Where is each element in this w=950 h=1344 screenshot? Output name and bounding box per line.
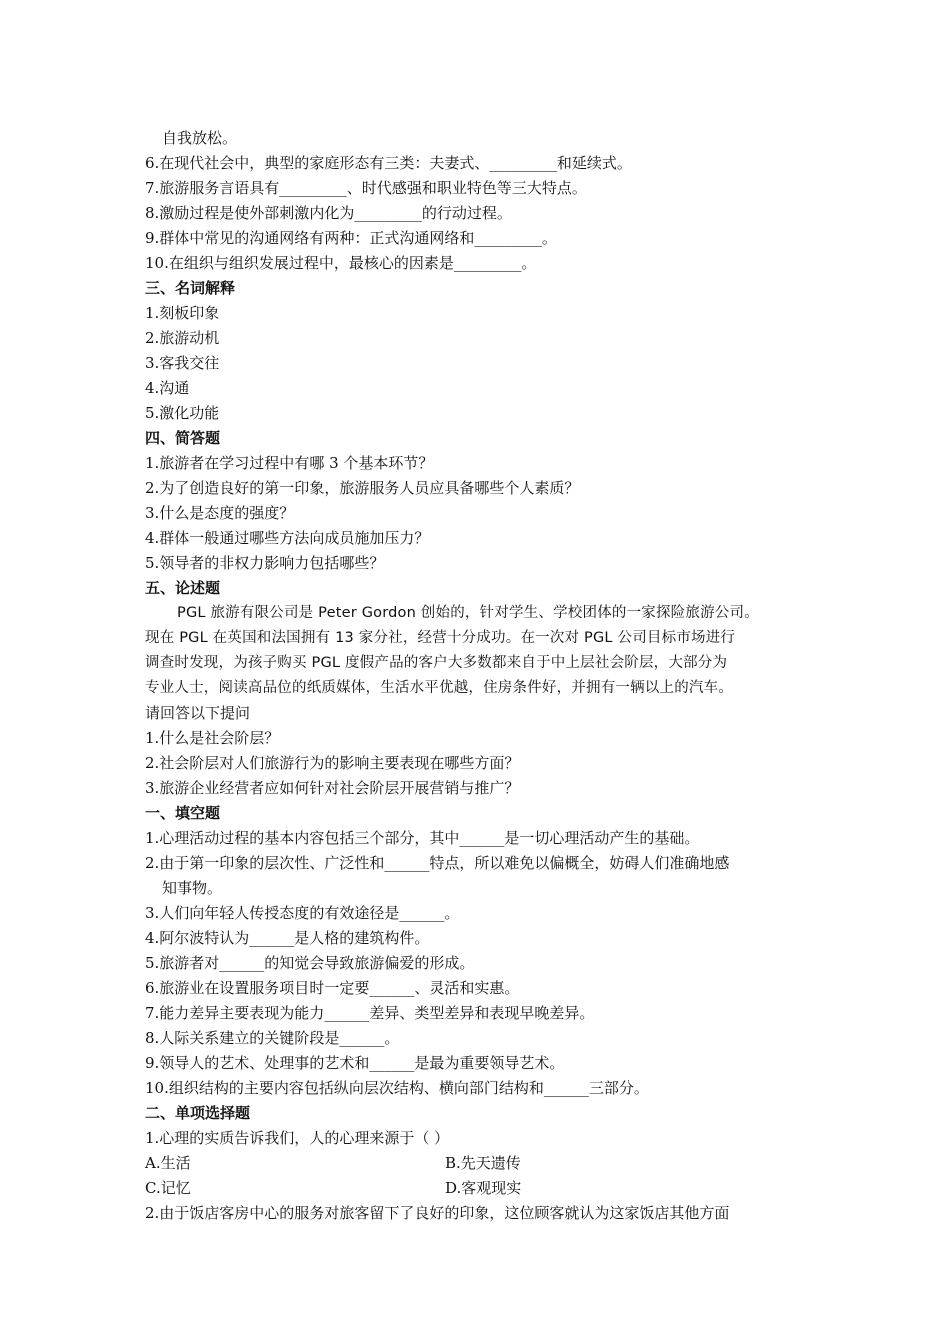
fill-blank-question-2: 2.由于第一印象的层次性、广泛性和______特点，所以难免以偏概全，妨碍人们准确地感 [145,854,730,872]
case-paragraph-line: PGL 旅游有限公司是 Peter Gordon 创始的，针对学生、学校团体的一家探险旅游公司。 [177,605,759,621]
choice-option-b: B.先天遗传 [445,1154,521,1172]
fill-blank-question-4: 4.阿尔波特认为______是人格的建筑构件。 [145,929,430,947]
case-paragraph-line: 现在 PGL 在英国和法国拥有 13 家分社，经营十分成功。在一次对 PGL 公司目标市场进行 [145,630,736,646]
essay-question-2: 2.社会阶层对人们旅游行为的影响主要表现在哪些方面？ [145,754,520,772]
case-prompt: 请回答以下提问 [145,704,251,722]
short-answer-question-2: 2.为了创造良好的第一印象，旅游服务人员应具备哪些个人素质？ [145,479,580,497]
fill-blank-question-9: 9.群体中常见的沟通网络有两种：正式沟通网络和_________。 [145,229,557,247]
term-item-5: 5.激化功能 [145,404,220,422]
term-item-4: 4.沟通 [145,379,190,397]
choice-option-d: D.客观现实 [445,1179,522,1197]
choice-option-c: C.记忆 [145,1179,191,1197]
section-heading-fill-blank: 一、填空题 [145,804,221,822]
section-heading-short-answer: 四、简答题 [145,429,221,447]
choice-option-a: A.生活 [145,1154,191,1172]
fill-blank-question-7: 7.旅游服务言语具有_________、时代感强和职业特色等三大特点。 [145,179,587,197]
term-item-2: 2.旅游动机 [145,329,220,347]
continuation-line: 自我放松。 [162,129,238,147]
term-item-1: 1.刻板印象 [145,304,220,322]
section-heading-term-explanation: 三、名词解释 [145,279,236,297]
fill-blank-question-10: 10.在组织与组织发展过程中，最核心的因素是_________。 [145,254,537,272]
fill-blank-question-9: 9.领导人的艺术、处理事的艺术和______是最为重要领导艺术。 [145,1054,565,1072]
continuation-line: 知事物。 [162,879,223,897]
short-answer-question-4: 4.群体一般通过哪些方法向成员施加压力？ [145,529,430,547]
term-item-3: 3.客我交往 [145,354,220,372]
essay-question-1: 1.什么是社会阶层？ [145,729,280,747]
fill-blank-question-6: 6.在现代社会中，典型的家庭形态有三类：夫妻式、_________和延续式。 [145,154,632,172]
choice-question-1: 1.心理的实质告诉我们，人的心理来源于（ ） [145,1129,450,1147]
fill-blank-question-1: 1.心理活动过程的基本内容包括三个部分，其中______是一切心理活动产生的基础。 [145,829,700,847]
fill-blank-question-7: 7.能力差异主要表现为能力______差异、类型差异和表现早晚差异。 [145,1004,595,1022]
fill-blank-question-8: 8.激励过程是使外部刺激内化为_________的行动过程。 [145,204,512,222]
short-answer-question-5: 5.领导者的非权力影响力包括哪些？ [145,554,385,572]
fill-blank-question-3: 3.人们向年轻人传授态度的有效途径是______。 [145,904,460,922]
choice-question-2: 2.由于饭店客房中心的服务对旅客留下了良好的印象，这位顾客就认为这家饭店其他方面 [145,1204,730,1222]
short-answer-question-3: 3.什么是态度的强度？ [145,504,295,522]
fill-blank-question-8: 8.人际关系建立的关键阶段是______。 [145,1029,400,1047]
section-heading-essay: 五、论述题 [145,579,221,597]
fill-blank-question-10: 10.组织结构的主要内容包括纵向层次结构、横向部门结构和______三部分。 [145,1079,649,1097]
fill-blank-question-6: 6.旅游业在设置服务项目时一定要______、灵活和实惠。 [145,979,520,997]
essay-question-3: 3.旅游企业经营者应如何针对社会阶层开展营销与推广？ [145,779,520,797]
case-paragraph-line: 专业人士，阅读高品位的纸质媒体，生活水平优越，住房条件好，并拥有一辆以上的汽车。 [145,680,733,696]
case-paragraph-line: 调查时发现，为孩子购买 PGL 度假产品的客户大多数都来自于中上层社会阶层，大部分为 [145,655,728,671]
short-answer-question-1: 1.旅游者在学习过程中有哪 3 个基本环节？ [145,454,434,472]
fill-blank-question-5: 5.旅游者对______的知觉会导致旅游偏爱的形成。 [145,954,475,972]
section-heading-single-choice: 二、单项选择题 [145,1104,251,1122]
